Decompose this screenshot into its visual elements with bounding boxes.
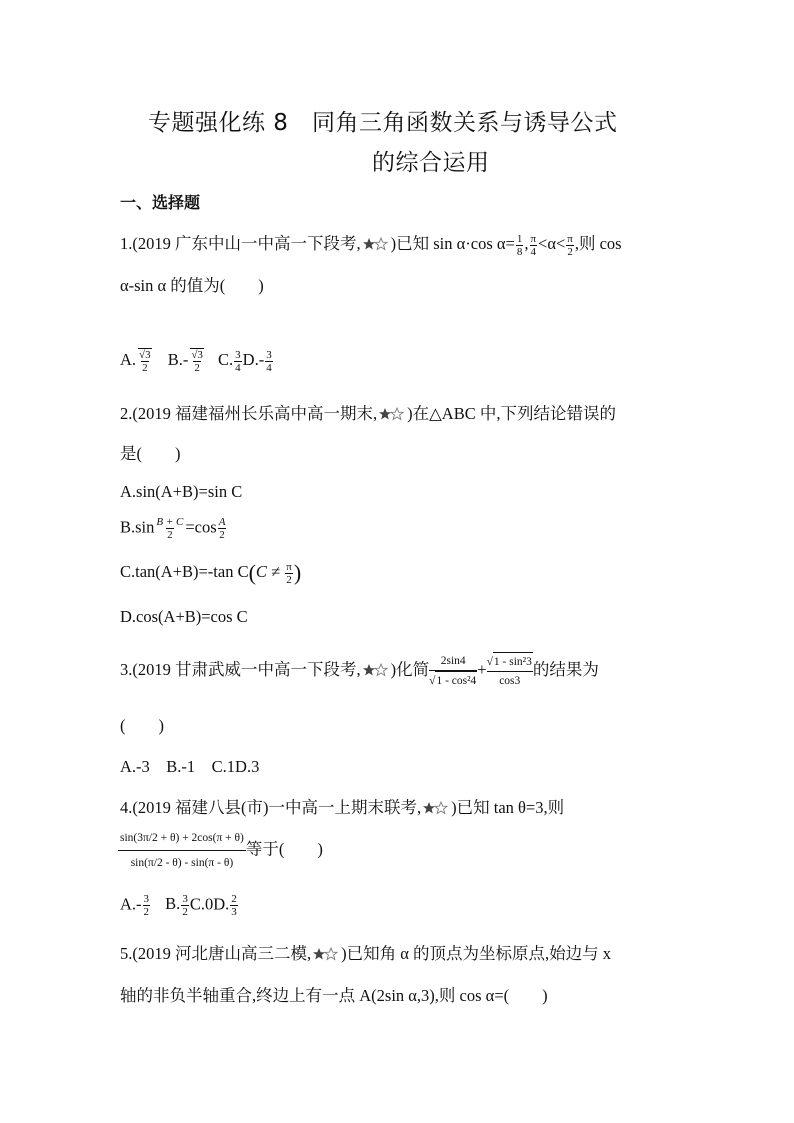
- q3-fraction-1: $\frac{2\sin 4}{\text{√1 - cos²4}}$: [429, 652, 477, 690]
- page-title-line2: 的综合运用: [372, 150, 490, 176]
- difficulty-star-icon: [312, 947, 340, 961]
- q3-plus: +: [477, 659, 487, 679]
- q2-optB-fraction-1: $\frac{B + C}{2}$: [156, 516, 184, 541]
- question-2-optA: A.sin(A+B)=sin C: [120, 482, 243, 501]
- question-5-line1: [120, 940, 611, 964]
- q1-stem: )已知 sin α·cos α=: [390, 234, 515, 253]
- q4-optA-fraction: $\frac{3}{2}$: [143, 893, 150, 918]
- section-heading: 一、选择题: [120, 193, 201, 212]
- q2-optB-fraction-2: $\frac{A}{2}$: [218, 516, 226, 541]
- q1-optC-fraction: $\frac{3}{4}$: [235, 348, 241, 374]
- q5-source: 5.(2019 河北唐山高三二模,: [120, 944, 312, 963]
- q5-stem: )已知角 α 的顶点为坐标原点,始边与 x: [341, 944, 612, 963]
- q1-inequality: <α<: [538, 234, 566, 253]
- q1-source: 1.(2019 广东中山一中高一下段考,: [120, 234, 361, 253]
- question-4-options: A.- $\frac{3}{2}$ B. $\frac{3}{2}$ C.0D. $\frac{2}{3}$: [120, 893, 237, 918]
- difficulty-star-icon: [362, 663, 390, 677]
- q1-fraction-1-8: $\frac{1}{8}$: [516, 232, 523, 258]
- question-2-optD: D.cos(A+B)=cos C: [120, 607, 248, 626]
- question-2-line2: 是( ): [120, 444, 181, 463]
- difficulty-star-icon: [362, 237, 390, 251]
- question-2-optB: B.sin $\frac{B + C}{2}$ =cos $\frac{A}{2}$: [120, 516, 226, 541]
- q4-optD-fraction: $\frac{2}{3}$: [231, 893, 237, 918]
- question-3-options: A.-3 B.-1 C.1D.3: [120, 757, 260, 776]
- question-1-options: A. $\frac{√3}{2}$ B.- $\frac{√3}{2}$ C. $\frac{3}{4}$ D.- $\frac{3}{4}$: [120, 348, 272, 374]
- q3-source: 3.(2019 甘肃武威一中高一下段考,: [120, 659, 361, 679]
- question-2-optC: C.tan(A+B)=-tan C(C ≠ $\frac{\pi}{2}$ ): [120, 560, 302, 586]
- q1-fraction-pi-4: $\frac{\pi}{4}$: [530, 232, 537, 258]
- question-4-expression: [118, 826, 323, 875]
- q2-stem: )在△ABC 中,下列结论错误的: [407, 404, 616, 423]
- difficulty-star-icon: [422, 801, 450, 815]
- q1-tail: ,则 cos: [574, 234, 622, 253]
- q4-fraction: $\frac{\sin(3\pi/2 + \theta) + 2\cos(\pi + \theta)}{\sin(\pi/2 - \theta) - \sin(\pi - \theta)}$: [118, 826, 246, 875]
- question-1-line1: [120, 230, 622, 258]
- question-3-line2: ( ): [120, 716, 164, 735]
- question-4-line1: [120, 794, 564, 818]
- q4-tail: 等于( ): [245, 839, 323, 859]
- q3-stem: )化简: [390, 659, 430, 679]
- q2-source: 2.(2019 福建福州长乐高中高一期末,: [120, 404, 378, 423]
- q1-optB-fraction: $\frac{√3}{2}$: [191, 349, 203, 374]
- q3-tail: 的结果为: [532, 659, 599, 679]
- q4-optB-fraction: $\frac{3}{2}$: [182, 893, 188, 918]
- q4-source: 4.(2019 福建八县(市)一中高一上期末联考,: [120, 798, 422, 817]
- q4-stem: )已知 tan θ=3,则: [451, 798, 565, 817]
- page-title: 专题强化练 8 同角三角函数关系与诱导公式: [148, 110, 618, 136]
- question-5-line2: 轴的非负半轴重合,终边上有一点 A(2sin α,3),则 cos α=( ): [120, 986, 548, 1005]
- question-3-line1: [120, 652, 599, 690]
- question-1-line2: α-sin α 的值为( ): [120, 276, 264, 295]
- q1-optA-fraction: $\frac{√3}{2}$: [139, 349, 151, 374]
- q1-fraction-pi-2: $\frac{\pi}{2}$: [567, 232, 573, 258]
- q2-optC-fraction: $\frac{\pi}{2}$: [286, 560, 292, 586]
- question-2-line1: [120, 400, 616, 424]
- difficulty-star-icon: [378, 407, 406, 421]
- q1-comma: ,: [524, 234, 529, 253]
- q3-fraction-2: $\frac{\text{√1 - sin²3}}{\cos 3}$: [487, 652, 533, 690]
- q1-optD-fraction: $\frac{3}{4}$: [266, 348, 272, 374]
